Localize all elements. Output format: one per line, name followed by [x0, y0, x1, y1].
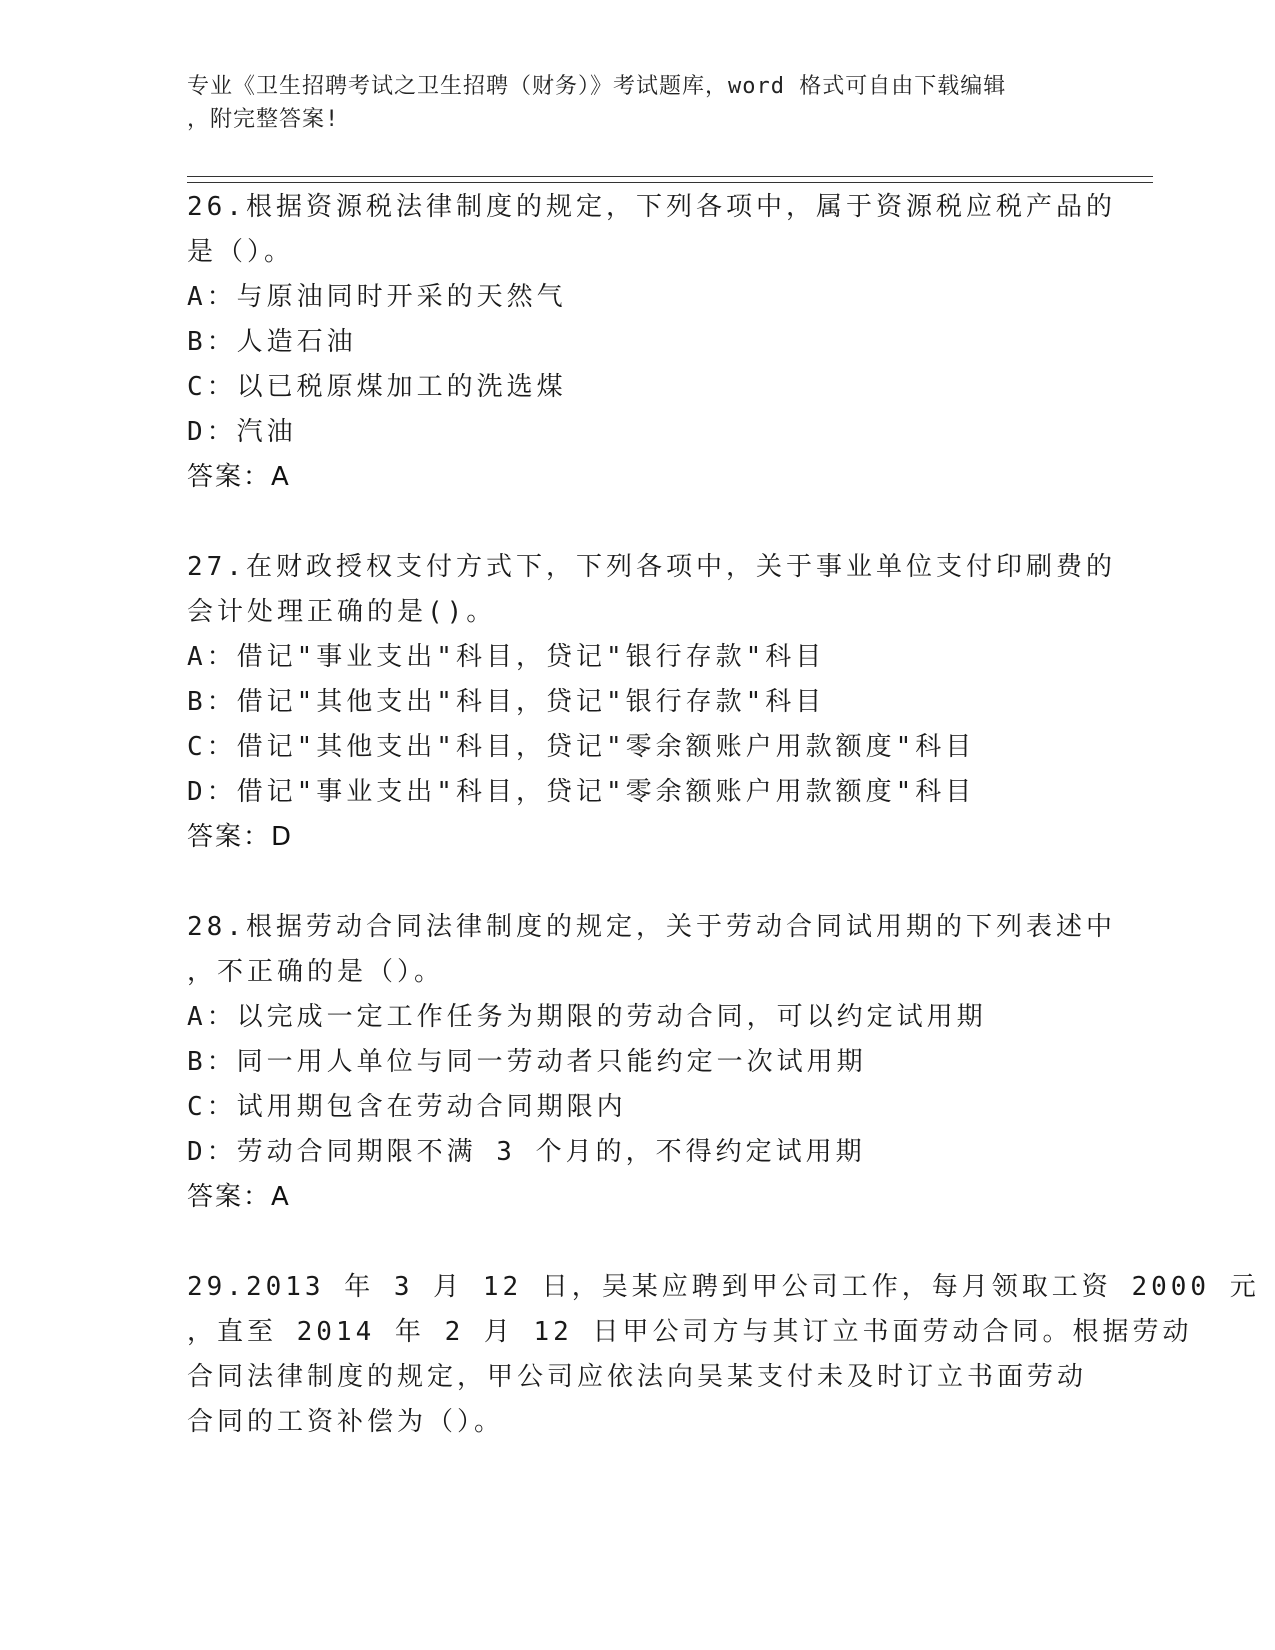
- header-divider: [187, 176, 1153, 183]
- answer-line: 答案：A: [187, 462, 291, 492]
- question-stem-line: 29.2013 年 3 月 12 日，吴某应聘到甲公司工作，每月领取工资 2000 元: [187, 1272, 1260, 1302]
- header-line-1: 专业《卫生招聘考试之卫生招聘（财务）》考试题库，word 格式可自由下载编辑: [187, 74, 1007, 99]
- option-c: C：以已税原煤加工的洗选煤: [187, 372, 567, 402]
- question-28: [187, 905, 1116, 1220]
- option-d: D：劳动合同期限不满 3 个月的，不得约定试用期: [187, 1137, 866, 1167]
- option-d: D：汽油: [187, 417, 297, 447]
- header-line-2: ，附完整答案!: [187, 107, 340, 132]
- question-stem-line: 合同法律制度的规定，甲公司应依法向吴某支付未及时订立书面劳动: [187, 1362, 1088, 1392]
- question-26: [187, 185, 1116, 500]
- option-d: D：借记"事业支出"科目，贷记"零余额账户用款额度"科目: [187, 777, 976, 807]
- option-b: B：人造石油: [187, 327, 357, 357]
- question-27: [187, 545, 1116, 860]
- option-c: C：借记"其他支出"科目，贷记"零余额账户用款额度"科目: [187, 732, 976, 762]
- question-stem-line: 27.在财政授权支付方式下，下列各项中，关于事业单位支付印刷费的: [187, 552, 1116, 582]
- question-stem-line: 会计处理正确的是()。: [187, 597, 497, 627]
- question-29: [187, 1265, 1260, 1445]
- question-spacer: [187, 1220, 1087, 1265]
- question-stem-line: ，不正确的是（）。: [187, 957, 445, 987]
- answer-line: 答案：D: [187, 822, 294, 852]
- question-spacer: [187, 500, 1087, 545]
- option-c: C：试用期包含在劳动合同期限内: [187, 1092, 627, 1122]
- question-stem-line: ，直至 2014 年 2 月 12 日甲公司方与其订立书面劳动合同。根据劳动: [187, 1317, 1193, 1347]
- option-a: A：借记"事业支出"科目，贷记"银行存款"科目: [187, 642, 826, 672]
- question-stem-line: 26.根据资源税法律制度的规定，下列各项中，属于资源税应税产品的: [187, 192, 1116, 222]
- question-list: [187, 185, 1260, 1445]
- option-a: A：与原油同时开采的天然气: [187, 282, 567, 312]
- question-stem-line: 是（）。: [187, 237, 295, 267]
- answer-line: 答案：A: [187, 1182, 291, 1212]
- document-header: [187, 70, 1067, 136]
- question-spacer: [187, 860, 1087, 905]
- option-a: A：以完成一定工作任务为期限的劳动合同，可以约定试用期: [187, 1002, 987, 1032]
- option-b: B：借记"其他支出"科目，贷记"银行存款"科目: [187, 687, 826, 717]
- question-stem-line: 合同的工资补偿为（）。: [187, 1407, 505, 1437]
- option-b: B：同一用人单位与同一劳动者只能约定一次试用期: [187, 1047, 867, 1077]
- question-stem-line: 28.根据劳动合同法律制度的规定，关于劳动合同试用期的下列表述中: [187, 912, 1116, 942]
